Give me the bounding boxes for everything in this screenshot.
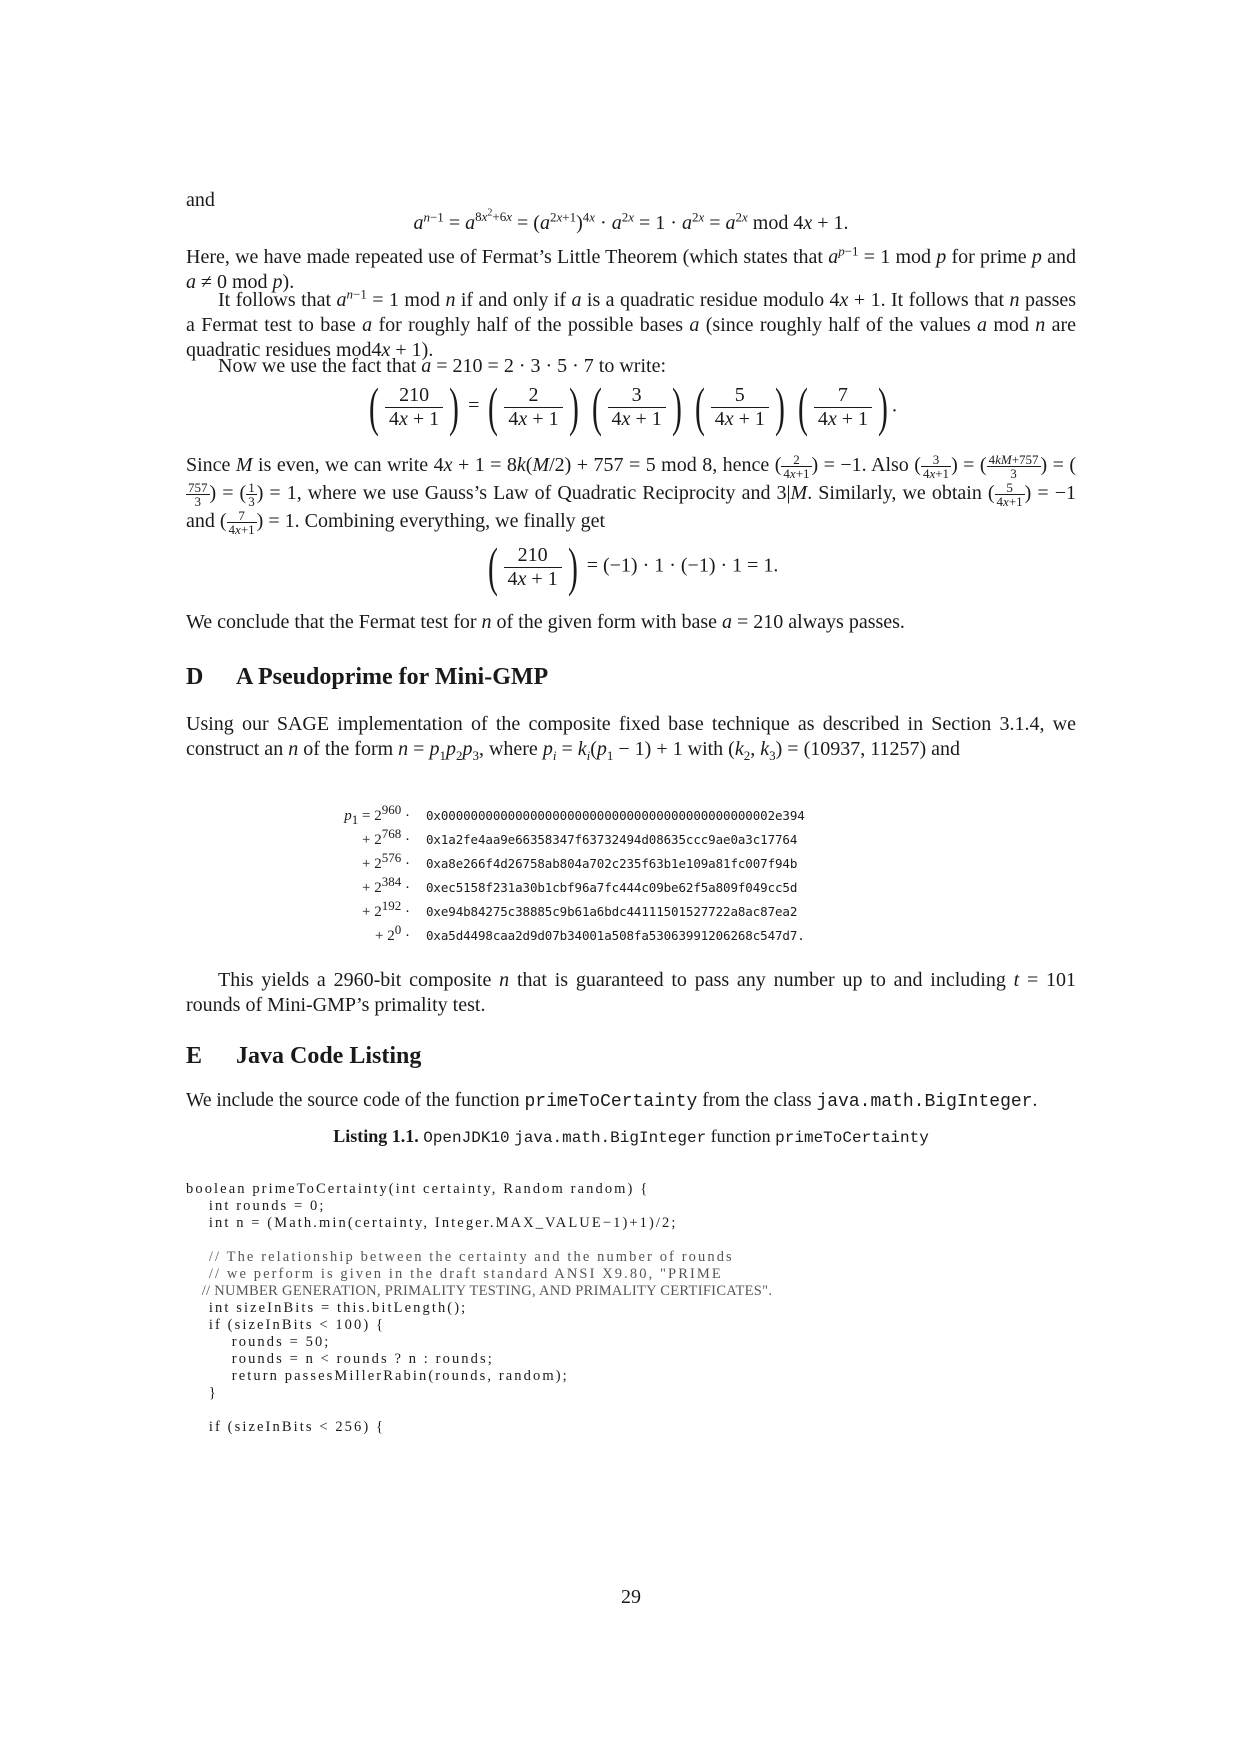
code-line: int n = (Math.min(certainty, Integer.MAX_VALUE−1)+1)/2; — [186, 1215, 678, 1231]
code-line: rounds = n < rounds ? n : rounds; — [186, 1351, 494, 1367]
section-heading-d: D A Pseudoprime for Mini-GMP — [186, 664, 549, 690]
page-number: 29 — [621, 1586, 641, 1608]
paragraph-sage: Using our SAGE implementation of the composite fixed base technique as described in Section 3.1.4, we construct an n of the form $n = p_1p_2p_3$, where $p_i = k_i(p_1 - 1) + 1$ with ($k_2$, $k_3) = (10937$, 11257) and — [186, 713, 1076, 763]
code-line: int rounds = 0; — [186, 1198, 326, 1214]
paragraph-now-we-use: Now we use the fact that a = 210 = 2 · 3 · 5 · 7 to write: — [218, 355, 667, 377]
listing-caption: Listing 1.1. OpenJDK10 java.math.BigInteger function primeToCertainty — [333, 1126, 929, 1147]
fermat-power-equation: $a^{n-1} = a^{8x^2+6x} = (a^{2x+1})^{4x} \cdot a^{2x} = 1 \cdot a^{2x} = a^{2x}$ mod 4x + 1. — [413, 208, 849, 234]
section-heading-e: E Java Code Listing — [186, 1043, 422, 1069]
code-line: if (sizeInBits < 256) { — [186, 1419, 386, 1435]
code-line: int sizeInBits = this.bitLength(); — [186, 1300, 468, 1316]
code-line — [186, 1402, 772, 1419]
paragraph-include: We include the source code of the function primeToCertainty from the class java.math.BigInteger. — [186, 1090, 1038, 1112]
code-comment-line: // The relationship between the certainty and the number of rounds — [186, 1249, 734, 1265]
code-line: boolean primeToCertainty(int certainty, Random random) { — [186, 1181, 650, 1197]
paragraph-conclude: We conclude that the Fermat test for n of the given form with base a = 210 always passes. — [186, 611, 905, 633]
code-line: rounds = 50; — [186, 1334, 331, 1350]
document-page: and $a^{n-1} = a^{8x^2+6x} = (a^{2x+1})^{4x} \cdot a^{2x} = 1 \cdot a^{2x} = a^{2x}$ mod 4x + 1. Here, we have made repeated use of Fermat’s Little Theorem (which states that $a^{p-1} = 1$ mod p for prime p and a ≠ 0 mod p). It follows that $a^{n-1} = 1$ mod n if and only if a is a quadratic residue modulo 4x + 1. It follows that n passes a Fermat test to base a for roughly half of the possible bases a (since roughly half of the values a mod n are quadratic residues mod4x + 1). Now we use the fact that a = 210 = 2 · 3 · 5 · 7 to write: ( $\frac{210}{4x + 1}$ ) = ( $\frac{2}{4x + 1}$ ) ( $\frac{3}{4x + 1}$ ) ( $\frac{5}{4x + 1}$ ) ( $\frac{7}{4x + 1}$ ) . Since M is even, we can write 4x + 1 = 8k(M/2) + 757 = 5 mod 8, hence ( $\frac{2}{4x+1}$ ) = −1. Also ( $\frac{3}{4x+1}$ ) = ( $\frac{4kM+757}{3}$ ) = ( $\frac{757}{3}$ ) = ( $\frac{1}{3}$ ) = 1, where we use Gauss’s Law of Quadratic Reciprocity and 3|M. Similarly, we obtain ( $\frac{5}{4x+1}$ ) = −1 and ( $\frac{7}{4x+1}$ ) = 1. Combining everything, we finally get ( $\frac{210}{4x + 1}$ ) = (−1) · 1 · (−1) · 1 = 1. We conclude that the Fermat test for n of the given form with base a = 210 always passes. D A Pseudoprime for Mini-GMP Using our SAGE implementation of the composite fixed base technique as described in Section 3.1.4, we construct an n of the form $n = p_1p_2p_3$, where $p_i = k_i(p_1 - 1) + 1$ with ($k_2$, $k_3) = (10937$, 11257) and $p_1 = 2^{960}$ · 0x000000000000000000000000000000000000000000002e394 + $2^{768}$ · 0x1a2fe4aa9e66358347f63732494d08635ccc9ae0a3c17764 + $2^{576}$ · 0xa8e266f4d26758ab804a702c235f63b1e109a81fc007f94b + $2^{384}$ · 0xec5158f231a30b1cbf96a7fc444c09be62f5a809f049cc5d + $2^{192}$ · 0xe94b84275c38885c9b61a6bdc44111501527722a8ac87ea2 + $2^0$ · 0xa5d4498caa2d9d07b34001a508fa53063991206268c547d7. This yields a 2960-bit composite n that is guaranteed to pass any number up to and including t = 101 rounds of Mini-GMP’s primality test. E Java Code Listing We include the source code of the function primeToCertainty from the class java.math.BigInteger. Listing 1.1. OpenJDK10 java.math.BigInteger function primeToCertainty boolean primeToCertainty(int certainty, Random random) { int rounds = 0; int n = (Math.min(certainty, Integer.MAX_VALUE−1)+1)/2; // The relationship between the certainty and the number of rounds // we perform is given in the draft standard ANSI X9.80, "PRIME // NUMBER GENERATION, PRIMALITY TESTING, AND PRIMALITY CERTIFICATES". int sizeInBits = this.bitLength(); if (sizeInBits < 100) { rounds = 50; rounds = n < rounds ? n : rounds; return passesMillerRabin(rounds, random); } if (sizeInBits < 256) { 29 — [186, 189, 1077, 1608]
code-comment-line: // NUMBER GENERATION, PRIMALITY TESTING, AND PRIMALITY CERTIFICATES". — [186, 1283, 773, 1299]
code-line: if (sizeInBits < 100) { — [186, 1317, 386, 1333]
code-line: } — [186, 1385, 218, 1401]
legendre-product-equation: ( $\frac{210}{4x + 1}$ ) = ( $\frac{2}{4x + 1}$ ) ( $\frac{3}{4x + 1}$ ) ( $\frac{5}{4x + 1}$ ) ( $\frac{7}{4x + 1}$ ) . — [369, 377, 897, 437]
code-comment-line: // we perform is given in the draft standard ANSI X9.80, "PRIME — [186, 1266, 723, 1282]
code-line: return passesMillerRabin(rounds, random); — [186, 1368, 569, 1384]
paragraph-it-follows: It follows that $a^{n-1} = 1$ mod n if and only if a is a quadratic residue modulo 4x + 1. It follows that n passes a Fermat test to base a for roughly half of the possible bases a (since roughly half of the values a mod n are quadratic residues mod4x + 1). — [186, 286, 1077, 361]
paragraph-fermat-little-theorem: Here, we have made repeated use of Fermat’s Little Theorem (which states that $a^{p-1} = 1$ mod p for prime p and a ≠ 0 mod p). — [186, 243, 1076, 293]
final-legendre-equation: ( $\frac{210}{4x + 1}$ ) = (−1) · 1 · (−1) · 1 = 1. — [487, 537, 779, 597]
paragraph-yields: This yields a 2960-bit composite n that is guaranteed to pass any number up to and including t = 101 rounds of Mini-GMP’s primality test. — [186, 969, 1077, 1016]
code-line — [186, 1232, 772, 1249]
paragraph-since-m-even: Since M is even, we can write 4x + 1 = 8k(M/2) + 757 = 5 mod 8, hence ( $\frac{2}{4x+1}$ ) = −1. Also ( $\frac{3}{4x+1}$ ) = ( $\frac{4kM+757}{3}$ ) = ( $\frac{757}{3}$ ) = ( $\frac{1}{3}$ ) = 1, where we use Gauss’s Law of Quadratic Reciprocity and 3|M. Similarly, we obtain ( $\frac{5}{4x+1}$ ) = −1 and ( $\frac{7}{4x+1}$ ) = 1. Combining everything, we finally get — [186, 451, 1077, 537]
code-listing — [186, 1164, 772, 1470]
paragraph-and: and — [186, 189, 215, 211]
